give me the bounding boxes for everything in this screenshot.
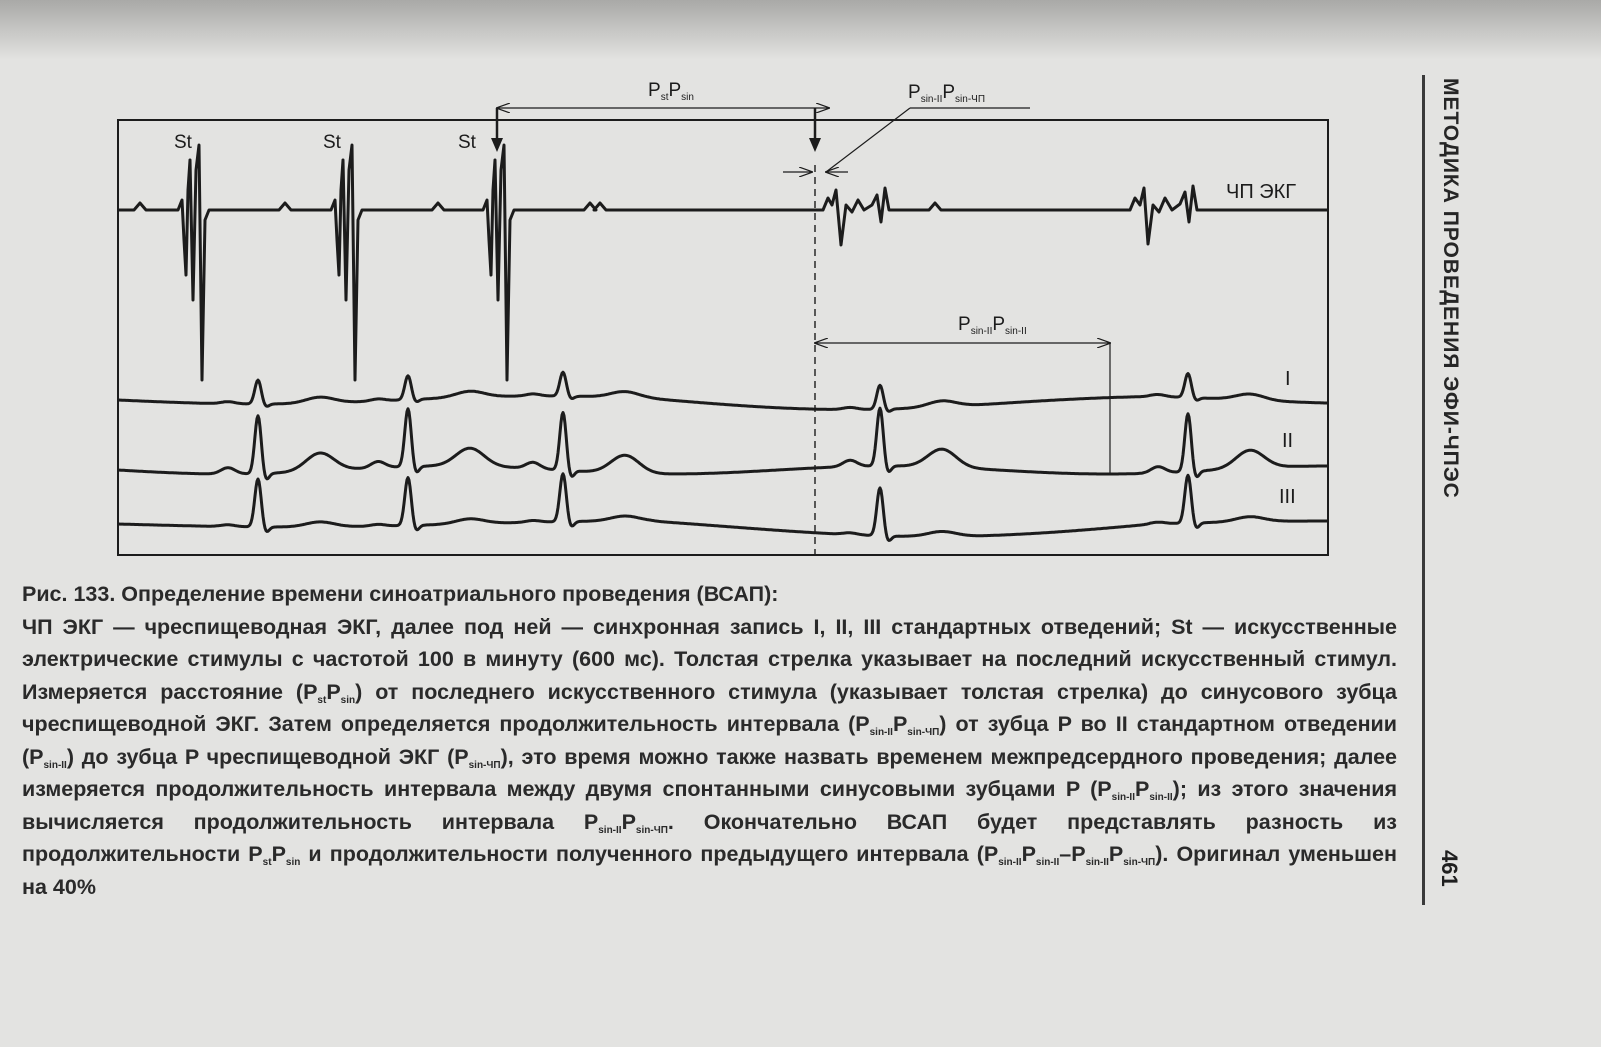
figure-frame — [118, 120, 1328, 555]
caption-body: ЧП ЭКГ — чреспищеводная ЭКГ, далее под ней — синхронная запись I, II, III стандартных отведений; St — искусственные электрические стимулы с частотой 100 в минуту (600 мс). Толстая стрелка указывает на последний искусственный стимул. Измеряется расстояние $(P_{st}P_{sin})$ от последнего искусственного стимула (указывает толстая стрелка) до синусового зубца чреспищеводной ЭКГ. Затем определяется продолжительность интервала $(P_{sin-II}P_{sin-ЧП})$ от зубца P во II стандартном отведении $(P_{sin-II})$ до зубца P чреспищеводной ЭКГ $(P_{sin-ЧП})$, это время можно также назвать временем межпредсердного проведения; далее измеряется продолжительность интервала между двумя спонтанными синусовыми зубцами P $(P_{sin-II}P_{sin-II})$; из этого значения вычисляется продолжительность интервала $P_{sin-II}P_{sin-ЧП}$. Окончательно ВСАП будет представлять разность из продолжительности $P_{st}P_{sin}$ и продолжительности полученного предыдущего интервала $(P_{sin-II}P_{sin-II}-P_{sin-II}P_{sin-ЧП})$. Оригинал уменьшен на 40% — [22, 614, 1397, 899]
lead-label-2: II — [1282, 430, 1294, 452]
psin2-psinchp-leader — [826, 108, 910, 172]
caption-title: Рис. 133. Определение времени синоатриального проведения (ВСАП): — [22, 582, 779, 606]
pst-psin-s2: sin — [681, 92, 694, 103]
page-number: 461 — [1437, 850, 1462, 887]
lead-label-esophageal: ЧП ЭКГ — [1226, 181, 1297, 203]
pst-psin-s1: st — [660, 92, 669, 103]
lead-3-trace — [118, 474, 1328, 541]
last-stimulus-arrow — [491, 108, 503, 152]
psin2-psin2-label: $P_{sin-II}P_{sin-II}$ — [958, 314, 1027, 337]
figure-caption — [22, 578, 1397, 903]
lead-label-1: I — [1285, 368, 1291, 390]
stimulus-label-3: St — [458, 132, 476, 153]
psin2-psinchp-label: $P_{sin-II}P_{sin-ЧП}$ — [908, 82, 986, 105]
pst-psin-p2: P — [668, 80, 682, 101]
esophageal-ecg-trace — [118, 145, 1328, 380]
running-title: МЕТОДИКА ПРОВЕДЕНИЯ ЭФИ-ЧПЭС — [1439, 78, 1462, 499]
lead-label-3: III — [1279, 486, 1296, 508]
stimulus-label-2: St — [323, 132, 341, 153]
lead-2-trace — [118, 408, 1328, 479]
sinus-p-arrow — [809, 108, 821, 152]
stimulus-label-1: St — [174, 132, 192, 153]
pst-psin-p1: P — [648, 80, 661, 101]
lead-1-trace — [118, 372, 1328, 411]
pst-psin-label — [648, 80, 694, 103]
margin-rule — [1422, 75, 1425, 905]
